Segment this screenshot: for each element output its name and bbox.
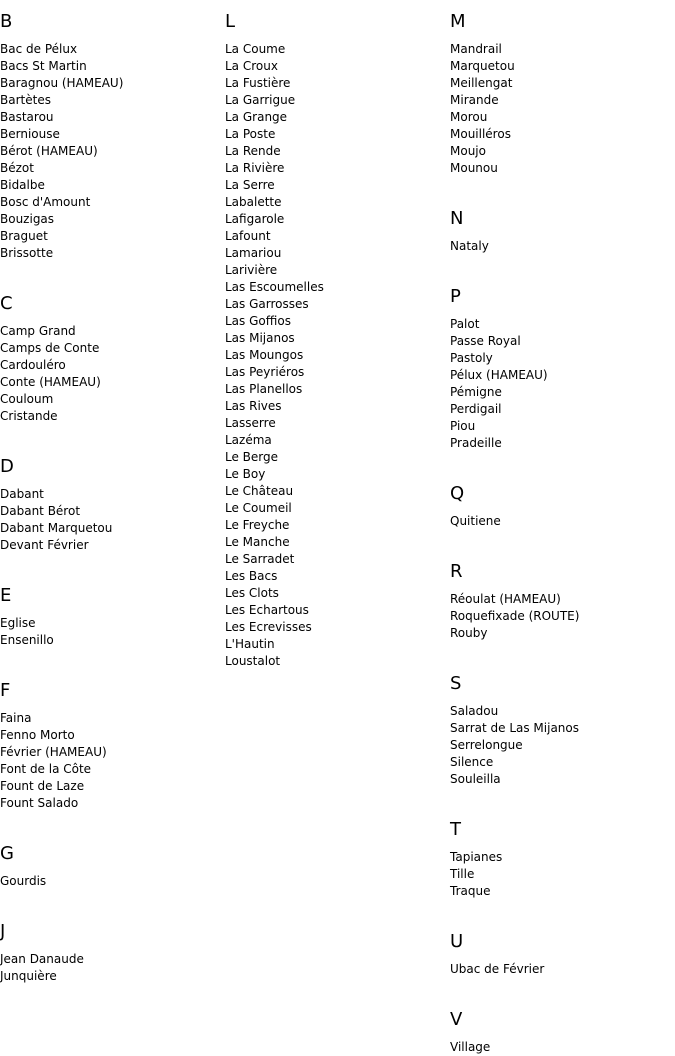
place-link[interactable]: Lasserre	[225, 416, 276, 430]
place-link[interactable]: Mandrail	[450, 42, 502, 56]
place-link[interactable]: Sarrat de Las Mijanos	[450, 721, 579, 735]
place-link[interactable]: Février (HAMEAU)	[0, 745, 107, 759]
place-link[interactable]: Pastoly	[450, 351, 493, 365]
section-gap	[450, 255, 675, 275]
section-letter-heading: C	[0, 293, 13, 314]
place-link[interactable]: Las Planellos	[225, 382, 303, 396]
section-gap	[0, 890, 225, 910]
place-link[interactable]: Lafigarole	[225, 212, 285, 226]
place-list	[0, 486, 225, 554]
section-letter-heading: M	[450, 11, 466, 32]
letter-section	[450, 483, 675, 550]
section-gap	[0, 262, 225, 282]
index-column-3	[450, 0, 675, 1056]
place-link[interactable]: Loustalot	[225, 654, 281, 668]
place-link[interactable]: La Croux	[225, 59, 278, 73]
place-link[interactable]: La Rende	[225, 144, 281, 158]
place-link[interactable]: Marquetou	[450, 59, 515, 73]
place-link[interactable]: Serrelongue	[450, 738, 523, 752]
place-link[interactable]: Las Escoumelles	[225, 280, 324, 294]
place-list	[450, 961, 675, 978]
place-link[interactable]: Quitiene	[450, 514, 501, 528]
section-letter-heading: T	[450, 819, 461, 840]
place-list	[450, 703, 675, 788]
place-link[interactable]: Gourdis	[0, 874, 47, 888]
place-link[interactable]: Bézot	[0, 161, 34, 175]
letter-section	[450, 286, 675, 472]
place-link[interactable]: Dabant Marquetou	[0, 521, 113, 535]
place-link[interactable]: Lafount	[225, 229, 271, 243]
section-letter-heading: G	[0, 843, 14, 864]
place-link[interactable]: Las Moungos	[225, 348, 304, 362]
section-gap	[450, 900, 675, 920]
place-link[interactable]: Les Echartous	[225, 603, 309, 617]
place-list	[0, 41, 225, 262]
place-link[interactable]: Piou	[450, 419, 476, 433]
place-link[interactable]: Las Peyriéros	[225, 365, 305, 379]
place-list	[0, 615, 225, 649]
place-link[interactable]: Meillengat	[450, 76, 513, 90]
place-link[interactable]: Le Coumeil	[225, 501, 292, 515]
section-gap	[450, 452, 675, 472]
place-link[interactable]: Bastarou	[0, 110, 54, 124]
place-link[interactable]: Devant Février	[0, 538, 89, 552]
place-list	[0, 710, 225, 812]
place-link[interactable]: Moujo	[450, 144, 486, 158]
place-link[interactable]: Palot	[450, 317, 480, 331]
place-list	[0, 873, 225, 890]
place-link[interactable]: Village	[450, 1040, 491, 1054]
place-link[interactable]: La Coume	[225, 42, 286, 56]
place-link[interactable]: Camp Grand	[0, 324, 76, 338]
place-link[interactable]: Ubac de Février	[450, 962, 545, 976]
place-link[interactable]: Souleilla	[450, 772, 501, 786]
place-list	[450, 316, 675, 452]
section-letter-heading: B	[0, 11, 13, 32]
letter-section	[450, 208, 675, 275]
place-list	[450, 849, 675, 900]
index-column-1	[0, 0, 225, 985]
place-link[interactable]: Labalette	[225, 195, 282, 209]
section-letter-heading: S	[450, 673, 462, 694]
section-gap	[0, 649, 225, 669]
place-link[interactable]: La Rivière	[225, 161, 285, 175]
place-link[interactable]: Fount de Laze	[0, 779, 85, 793]
section-letter-heading: R	[450, 561, 463, 582]
place-link[interactable]: Roquefixade (ROUTE)	[450, 609, 580, 623]
section-letter-heading: L	[225, 11, 236, 32]
place-link[interactable]: Brissotte	[0, 246, 54, 260]
place-link[interactable]: Bartètes	[0, 93, 51, 107]
place-link[interactable]: Las Mijanos	[225, 331, 295, 345]
index-column-2	[225, 0, 450, 670]
place-link[interactable]: Le Freyche	[225, 518, 290, 532]
place-link[interactable]: Conte (HAMEAU)	[0, 375, 101, 389]
place-link[interactable]: Bérot (HAMEAU)	[0, 144, 98, 158]
place-link[interactable]: Saladou	[450, 704, 499, 718]
place-link[interactable]: La Poste	[225, 127, 276, 141]
place-link[interactable]: Junquière	[0, 969, 57, 983]
place-link[interactable]: Bacs St Martin	[0, 59, 87, 73]
place-link[interactable]: Cardouléro	[0, 358, 66, 372]
place-link[interactable]: Rouby	[450, 626, 488, 640]
place-list	[450, 591, 675, 642]
place-list	[450, 238, 675, 255]
place-link[interactable]: Le Château	[225, 484, 294, 498]
place-link[interactable]: Fount Salado	[0, 796, 79, 810]
place-link[interactable]: La Garrigue	[225, 93, 296, 107]
place-link[interactable]: Couloum	[0, 392, 54, 406]
place-link[interactable]: Passe Royal	[450, 334, 521, 348]
letter-section	[450, 819, 675, 920]
place-link[interactable]: La Fustière	[225, 76, 291, 90]
section-gap	[450, 530, 675, 550]
place-link[interactable]: Camps de Conte	[0, 341, 100, 355]
place-link[interactable]: L'Hautin	[225, 637, 275, 651]
place-link[interactable]: Las Goffios	[225, 314, 291, 328]
place-link[interactable]: Tille	[450, 867, 475, 881]
place-link[interactable]: Pélux (HAMEAU)	[450, 368, 548, 382]
section-gap	[450, 177, 675, 197]
place-link[interactable]: Bosc d'Amount	[0, 195, 91, 209]
place-link[interactable]: Le Boy	[225, 467, 266, 481]
place-link[interactable]: Eglise	[0, 616, 36, 630]
section-letter-heading: Q	[450, 483, 465, 504]
letter-section	[450, 673, 675, 808]
section-letter-heading: N	[450, 208, 464, 229]
place-link[interactable]: Le Manche	[225, 535, 290, 549]
place-list	[450, 41, 675, 177]
letter-section	[450, 11, 675, 197]
place-link[interactable]: La Serre	[225, 178, 275, 192]
place-link[interactable]: Bidalbe	[0, 178, 45, 192]
place-link[interactable]: Pradeille	[450, 436, 502, 450]
place-link[interactable]: Cristande	[0, 409, 58, 423]
place-list	[450, 1039, 675, 1056]
section-gap	[0, 425, 225, 445]
place-link[interactable]: Le Sarradet	[225, 552, 295, 566]
place-link[interactable]: Font de la Côte	[0, 762, 92, 776]
section-gap	[450, 788, 675, 808]
place-list	[225, 41, 450, 670]
section-gap	[450, 978, 675, 998]
place-list	[0, 951, 225, 985]
place-link[interactable]: Braguet	[0, 229, 48, 243]
place-link[interactable]: La Grange	[225, 110, 288, 124]
place-list	[0, 323, 225, 425]
section-letter-heading: J	[0, 921, 6, 942]
section-gap	[0, 812, 225, 832]
letter-section	[450, 561, 675, 662]
section-letter-heading: P	[450, 286, 461, 307]
place-link[interactable]: Larivière	[225, 263, 278, 277]
place-link[interactable]: Traque	[450, 884, 491, 898]
letter-section	[0, 11, 225, 282]
place-link[interactable]: Las Garrosses	[225, 297, 309, 311]
letter-section	[225, 11, 450, 670]
place-link[interactable]: Silence	[450, 755, 494, 769]
place-link[interactable]: Baragnou (HAMEAU)	[0, 76, 124, 90]
place-link[interactable]: Las Rives	[225, 399, 282, 413]
place-link[interactable]: Le Berge	[225, 450, 279, 464]
place-list	[450, 513, 675, 530]
section-letter-heading: D	[0, 456, 14, 477]
place-link[interactable]: Réoulat (HAMEAU)	[450, 592, 561, 606]
place-link[interactable]: Mirande	[450, 93, 499, 107]
section-gap	[0, 554, 225, 574]
letter-section	[0, 680, 225, 832]
letter-section	[0, 585, 225, 669]
section-letter-heading: U	[450, 931, 464, 952]
letter-section	[450, 1009, 675, 1056]
place-link[interactable]: Les Bacs	[225, 569, 278, 583]
place-link[interactable]: Bac de Pélux	[0, 42, 78, 56]
place-link[interactable]: Bouzigas	[0, 212, 55, 226]
place-link[interactable]: Dabant Bérot	[0, 504, 81, 518]
place-link[interactable]: Mounou	[450, 161, 498, 175]
section-letter-heading: V	[450, 1009, 463, 1030]
place-link[interactable]: Berniouse	[0, 127, 60, 141]
place-link[interactable]: Dabant	[0, 487, 44, 501]
place-link[interactable]: Morou	[450, 110, 488, 124]
letter-section	[450, 931, 675, 998]
place-link[interactable]: Nataly	[450, 239, 489, 253]
place-link[interactable]: Les Ecrevisses	[225, 620, 312, 634]
letter-section	[0, 293, 225, 445]
letter-section	[0, 921, 225, 985]
place-link[interactable]: Faina	[0, 711, 32, 725]
place-link[interactable]: Pémigne	[450, 385, 502, 399]
section-letter-heading: F	[0, 680, 11, 701]
section-gap	[450, 642, 675, 662]
letter-section	[0, 456, 225, 574]
place-link[interactable]: Ensenillo	[0, 633, 54, 647]
place-link[interactable]: Lamariou	[225, 246, 282, 260]
place-link[interactable]: Mouilléros	[450, 127, 511, 141]
place-link[interactable]: Les Clots	[225, 586, 279, 600]
place-link[interactable]: Tapianes	[450, 850, 503, 864]
place-link[interactable]: Perdigail	[450, 402, 502, 416]
place-link[interactable]: Jean Danaude	[0, 952, 84, 966]
section-letter-heading: E	[0, 585, 12, 606]
letter-section	[0, 843, 225, 910]
place-link[interactable]: Lazéma	[225, 433, 272, 447]
place-link[interactable]: Fenno Morto	[0, 728, 75, 742]
